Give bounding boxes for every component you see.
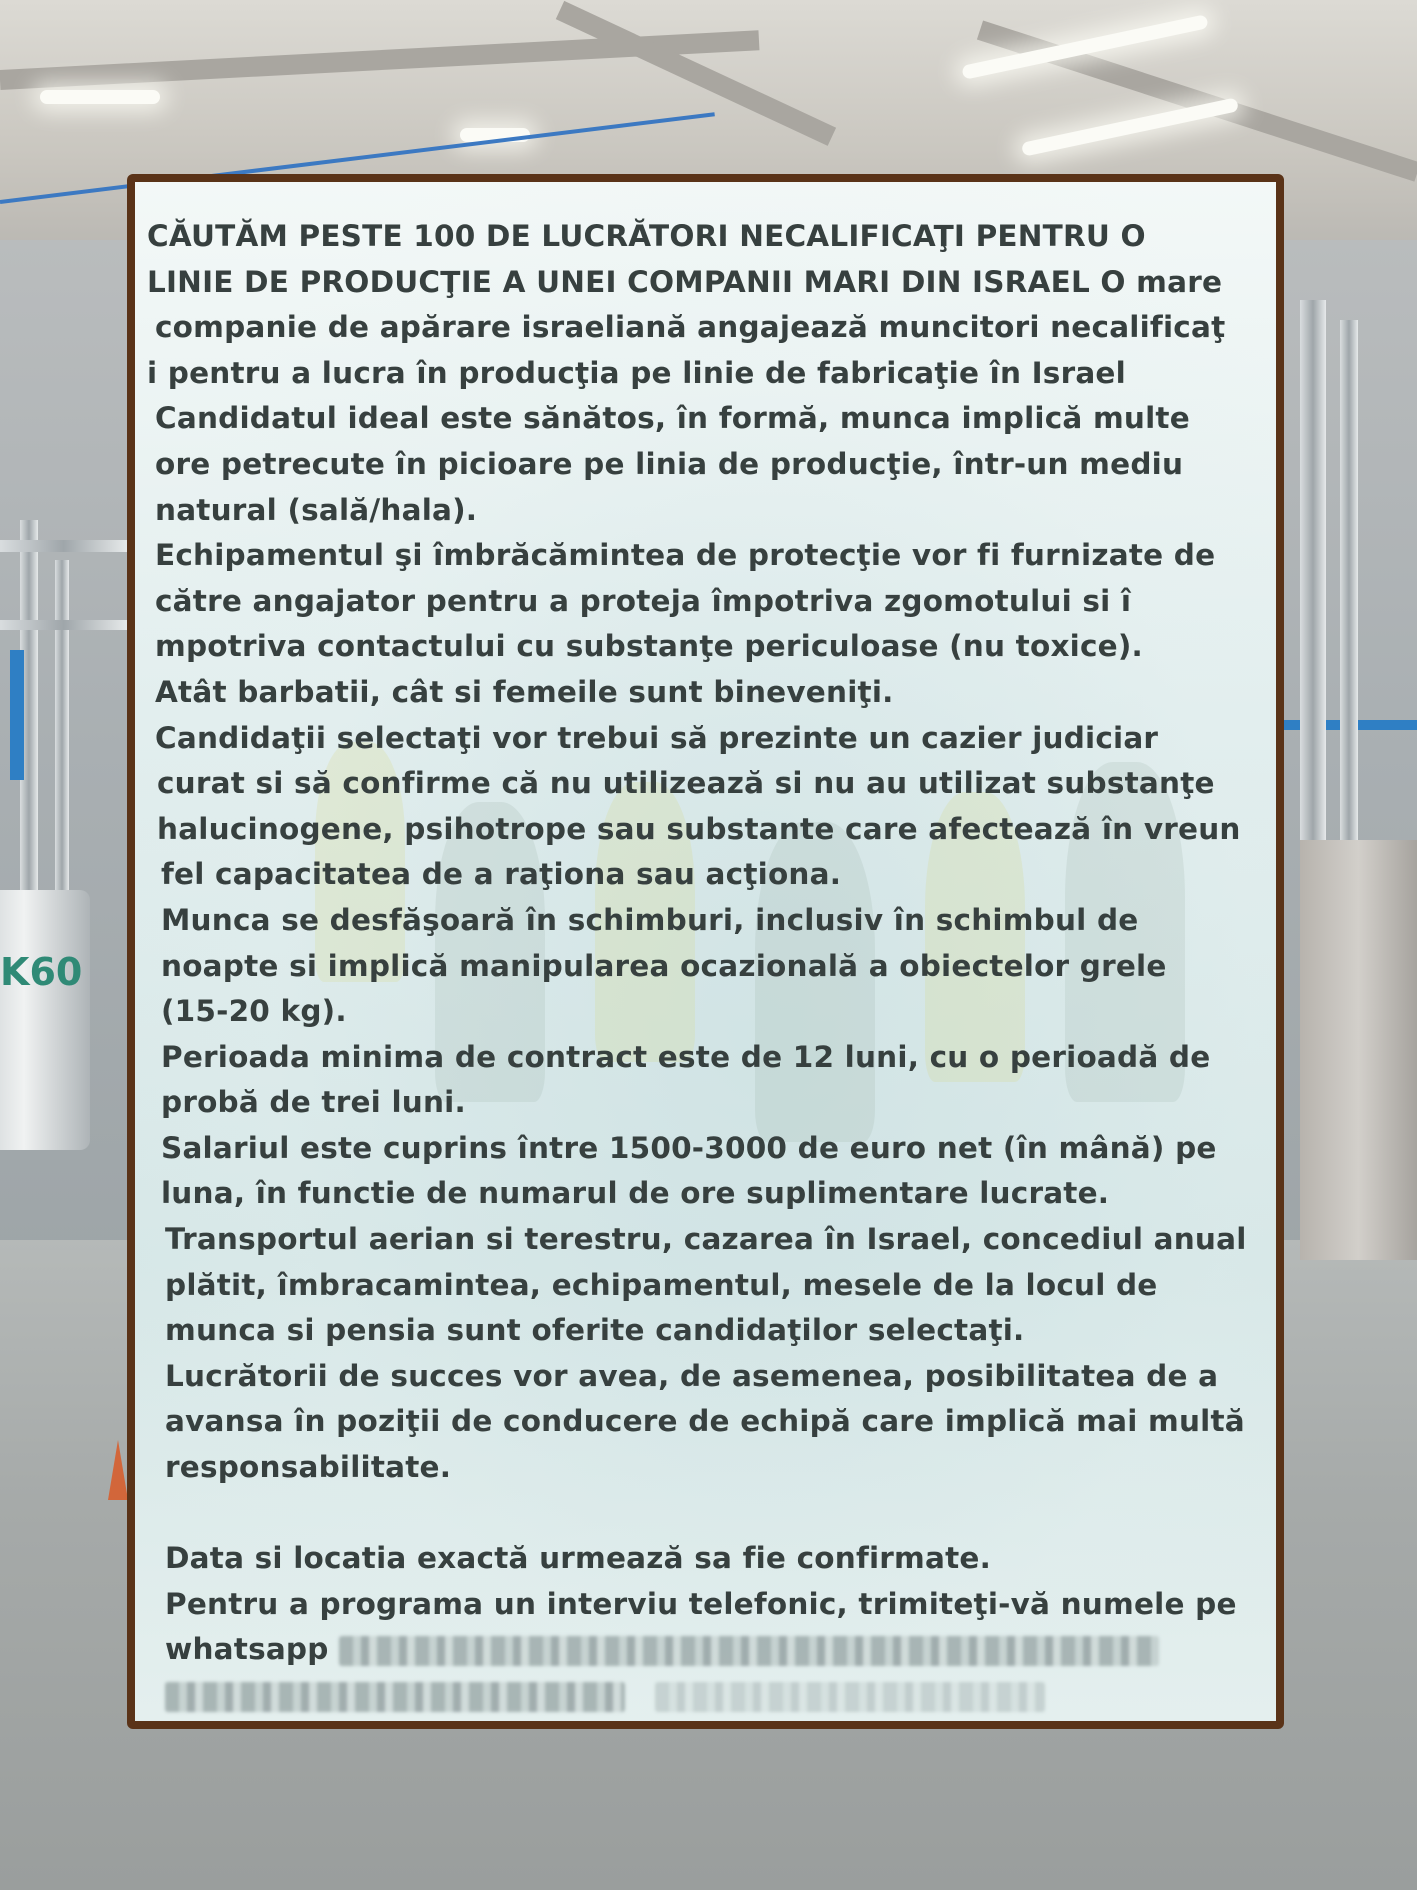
- notice-line: Perioada minima de contract este de 12 luni, cu o perioadă de: [161, 1039, 1211, 1074]
- notice-line: munca si pensia sunt oferite candidaţilor selectaţi.: [165, 1313, 1025, 1348]
- notice-line: avansa în poziţii de conducere de echipă care implică mai multă: [165, 1404, 1245, 1439]
- notice-headline-line: CĂUTĂM PESTE 100 DE LUCRĂTORI NECALIFICAŢI PENTRU O: [147, 219, 1146, 253]
- notice-line: mpotriva contactului cu substanţe periculoase (nu toxice).: [155, 629, 1143, 664]
- whatsapp-line: [147, 1627, 1277, 1673]
- notice-line: halucinogene, psihotrope sau substante care afectează în vreun: [157, 811, 1241, 846]
- redacted-text: [655, 1682, 1045, 1712]
- ceiling-light: [40, 90, 160, 104]
- notice-line: Salariul este cuprins între 1500-3000 de euro net (în mână) pe: [161, 1130, 1217, 1165]
- notice-line: Candidaţii selectaţi vor trebui să prezinte un cazier judiciar: [155, 720, 1159, 755]
- notice-line: probă de trei luni.: [161, 1085, 466, 1120]
- notice-line: natural (sală/hala).: [155, 492, 478, 527]
- notice-line: Echipamentul şi îmbrăcămintea de protecţie vor fi furnizate de: [155, 538, 1216, 573]
- storage-tank: [0, 890, 90, 1150]
- redacted-phone-number: [339, 1636, 1159, 1666]
- whatsapp-label: whatsapp: [165, 1632, 329, 1667]
- vertical-pipe: [1340, 320, 1358, 840]
- notice-line: Candidatul ideal este sănătos, în formă, munca implică multe: [155, 401, 1190, 436]
- redacted-line: [147, 1673, 1277, 1719]
- vertical-pipe: [1300, 300, 1326, 860]
- notice-line: (15-20 kg).: [161, 994, 347, 1029]
- horizontal-pipe: [0, 540, 127, 552]
- blue-rail: [10, 650, 24, 780]
- tank-label: K60: [0, 950, 83, 994]
- notice-line: i pentru a lucra în producţia pe linie de fabricaţie în Israel: [147, 355, 1126, 390]
- notice-line: companie de apărare israeliană angajează muncitori necalificaţ: [155, 310, 1226, 345]
- notice-line: Transportul aerian si terestru, cazarea în Israel, concediul anual: [165, 1222, 1247, 1257]
- notice-line: luna, în functie de numarul de ore suplimentare lucrate.: [161, 1176, 1110, 1211]
- notice-line: Lucrătorii de succes vor avea, de asemenea, posibilitatea de a: [165, 1358, 1219, 1393]
- production-machine: [1300, 840, 1417, 1260]
- notice-line: către angajator pentru a proteja împotriva zgomotului si î: [155, 583, 1132, 618]
- notice-line: Munca se desfăşoară în schimburi, inclusiv în schimbul de: [161, 902, 1139, 937]
- notice-line: plătit, îmbracamintea, echipamentul, mesele de la locul de: [165, 1267, 1158, 1302]
- notice-line: ore petrecute în picioare pe linia de producţie, într-un mediu: [155, 446, 1184, 481]
- notice-line: fel capacitatea de a raţiona sau acţiona.: [161, 857, 842, 892]
- notice-headline-line: LINIE DE PRODUCŢIE A UNEI COMPANII MARI DIN ISRAEL O mare: [147, 264, 1223, 299]
- blank-line: [147, 1491, 1277, 1537]
- redacted-text: [165, 1682, 625, 1712]
- job-notice: [127, 174, 1284, 1729]
- notice-line: noapte si implică manipularea ocazională a obiectelor grele: [161, 948, 1167, 983]
- interview-line: Pentru a programa un interviu telefonic, trimiteţi-vă numele pe: [165, 1586, 1237, 1621]
- notice-body: [147, 214, 1277, 1719]
- traffic-cone: [108, 1440, 128, 1500]
- horizontal-pipe: [0, 620, 127, 630]
- notice-line: responsabilitate.: [165, 1450, 452, 1485]
- date-location-line: Data si locatia exactă urmează sa fie confirmate.: [165, 1541, 992, 1576]
- notice-line: Atât barbatii, cât si femeile sunt bineveniţi.: [155, 674, 894, 709]
- notice-line: curat si să confirme că nu utilizează si nu au utilizat substanţe: [157, 766, 1215, 801]
